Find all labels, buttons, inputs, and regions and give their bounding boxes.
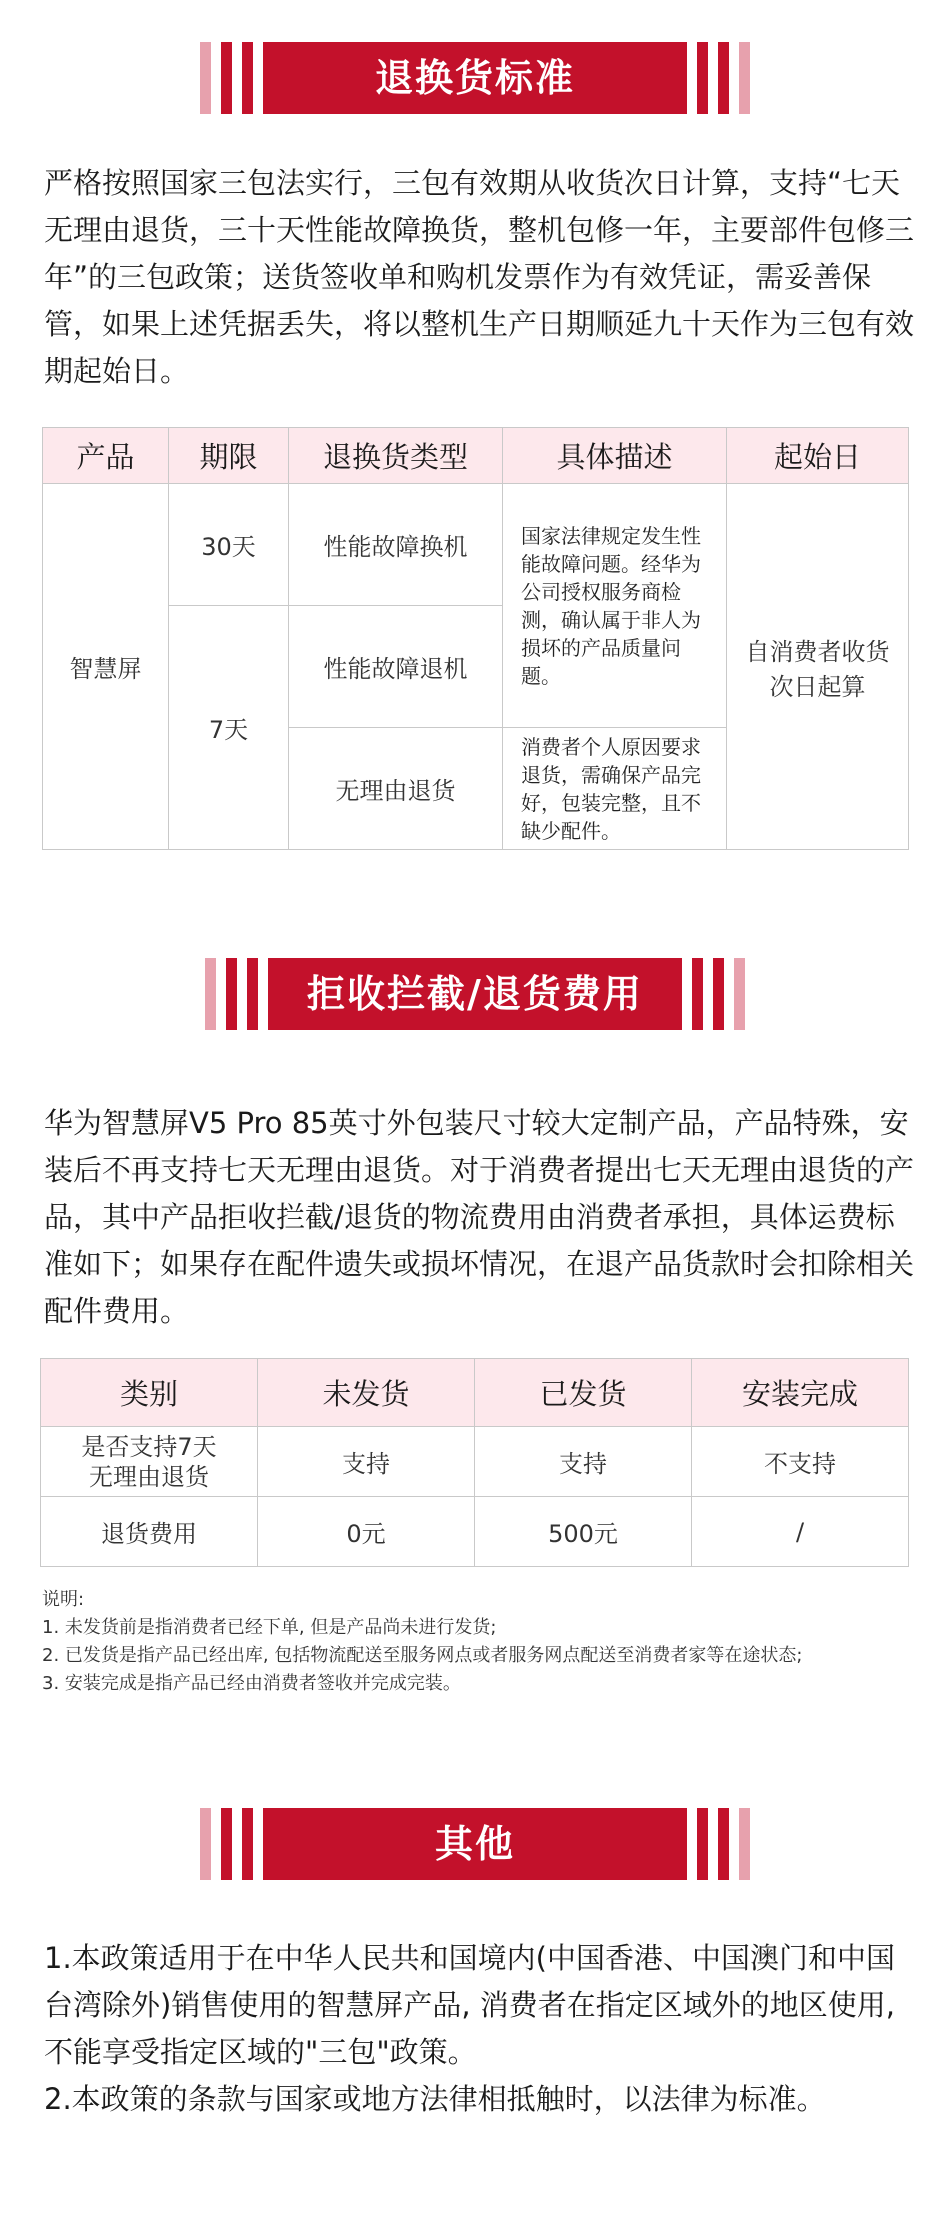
warranty-table bbox=[42, 427, 909, 850]
section3-list bbox=[44, 1935, 914, 2123]
header-period: 期限 bbox=[169, 428, 289, 484]
section2-title: 拒收拦截/退货费用 bbox=[268, 958, 682, 1030]
section2-paragraph: 华为智慧屏V5 Pro 85英寸外包装尺寸较大定制产品，产品特殊，安装后不再支持七天无理由退货。对于消费者提出七天无理由退货的产品，其中产品拒收拦截/退货的物流费用由消费者承担，具体运费标准如下；如果存在配件遗失或损坏情况，在退产品货款时会扣除相关配件费用。 bbox=[44, 1106, 915, 1328]
table-cell: / bbox=[692, 1497, 909, 1567]
banner-stripe bbox=[205, 958, 216, 1030]
header-product: 产品 bbox=[43, 428, 169, 484]
banner-stripe bbox=[200, 42, 211, 114]
banner-stripe bbox=[692, 958, 703, 1030]
start-day-cell: 自消费者收货次日起算 bbox=[727, 484, 909, 850]
return-fee-table bbox=[40, 1358, 909, 1567]
policy-item: 2.本政策的条款与国家或地方法律相抵触时，以法律为标准。 bbox=[44, 2082, 826, 2116]
table-cell: 500元 bbox=[475, 1497, 692, 1567]
type-cell: 性能故障退机 bbox=[289, 606, 503, 728]
header-category: 类别 bbox=[41, 1359, 258, 1427]
section1-paragraph: 严格按照国家三包法实行，三包有效期从收货次日计算，支持“七天无理由退货，三十天性能故障换货，整机包修一年，主要部件包修三年”的三包政策；送货签收单和购机发票作为有效凭证，需妥善保管，如果上述凭据丢失，将以整机生产日期顺延九十天作为三包有效期起始日。 bbox=[44, 166, 915, 388]
section1-banner bbox=[0, 42, 950, 114]
banner-stripe bbox=[247, 958, 258, 1030]
banner-stripe bbox=[697, 1808, 708, 1880]
description-cell: 国家法律规定发生性能故障问题。经华为公司授权服务商检测，确认属于非人为损坏的产品质量问题。 bbox=[503, 484, 727, 728]
banner-stripe bbox=[713, 958, 724, 1030]
table-header-row bbox=[41, 1359, 909, 1427]
notes-block bbox=[42, 1586, 922, 1698]
header-shipped: 已发货 bbox=[475, 1359, 692, 1427]
section3-banner bbox=[0, 1808, 950, 1880]
product-cell: 智慧屏 bbox=[43, 484, 169, 850]
banner-stripe bbox=[739, 1808, 750, 1880]
description-cell: 消费者个人原因要求退货，需确保产品完好，包装完整，且不缺少配件。 bbox=[503, 728, 727, 850]
note-item: 3. 安装完成是指产品已经由消费者签收并完成完装。 bbox=[42, 1673, 461, 1694]
policy-item: 1.本政策适用于在中华人民共和国境内(中国香港、中国澳门和中国台湾除外)销售使用的智慧屏产品, 消费者在指定区域外的地区使用, 不能享受指定区域的"三包"政策。 bbox=[44, 1941, 895, 2069]
banner-stripe bbox=[739, 42, 750, 114]
header-description: 具体描述 bbox=[503, 428, 727, 484]
note-item: 1. 未发货前是指消费者已经下单, 但是产品尚未进行发货; bbox=[42, 1617, 497, 1638]
period-cell: 30天 bbox=[169, 484, 289, 606]
section3-title: 其他 bbox=[263, 1808, 687, 1880]
table-row bbox=[41, 1497, 909, 1567]
table-cell: 支持 bbox=[258, 1427, 475, 1497]
banner-stripe bbox=[718, 1808, 729, 1880]
table-row bbox=[43, 484, 909, 606]
table-header-row bbox=[43, 428, 909, 484]
banner-stripe bbox=[226, 958, 237, 1030]
banner-stripe bbox=[718, 42, 729, 114]
table-cell: 不支持 bbox=[692, 1427, 909, 1497]
header-installed: 安装完成 bbox=[692, 1359, 909, 1427]
header-not-shipped: 未发货 bbox=[258, 1359, 475, 1427]
type-cell: 无理由退货 bbox=[289, 728, 503, 850]
header-start-day: 起始日 bbox=[727, 428, 909, 484]
table-cell: 支持 bbox=[475, 1427, 692, 1497]
banner-stripe bbox=[697, 42, 708, 114]
table-cell: 0元 bbox=[258, 1497, 475, 1567]
banner-stripe bbox=[242, 42, 253, 114]
section1-title: 退换货标准 bbox=[263, 42, 687, 114]
table-cell: 是否支持7天无理由退货 bbox=[41, 1427, 258, 1497]
note-item: 2. 已发货是指产品已经出库, 包括物流配送至服务网点或者服务网点配送至消费者家等在途状态; bbox=[42, 1645, 803, 1666]
table-row bbox=[41, 1427, 909, 1497]
banner-stripe bbox=[221, 1808, 232, 1880]
type-cell: 性能故障换机 bbox=[289, 484, 503, 606]
period-cell: 7天 bbox=[169, 606, 289, 850]
section2-banner bbox=[0, 958, 950, 1030]
header-type: 退换货类型 bbox=[289, 428, 503, 484]
banner-stripe bbox=[221, 42, 232, 114]
table-cell: 退货费用 bbox=[41, 1497, 258, 1567]
notes-title: 说明: bbox=[42, 1589, 85, 1610]
banner-stripe bbox=[734, 958, 745, 1030]
banner-stripe bbox=[200, 1808, 211, 1880]
banner-stripe bbox=[242, 1808, 253, 1880]
